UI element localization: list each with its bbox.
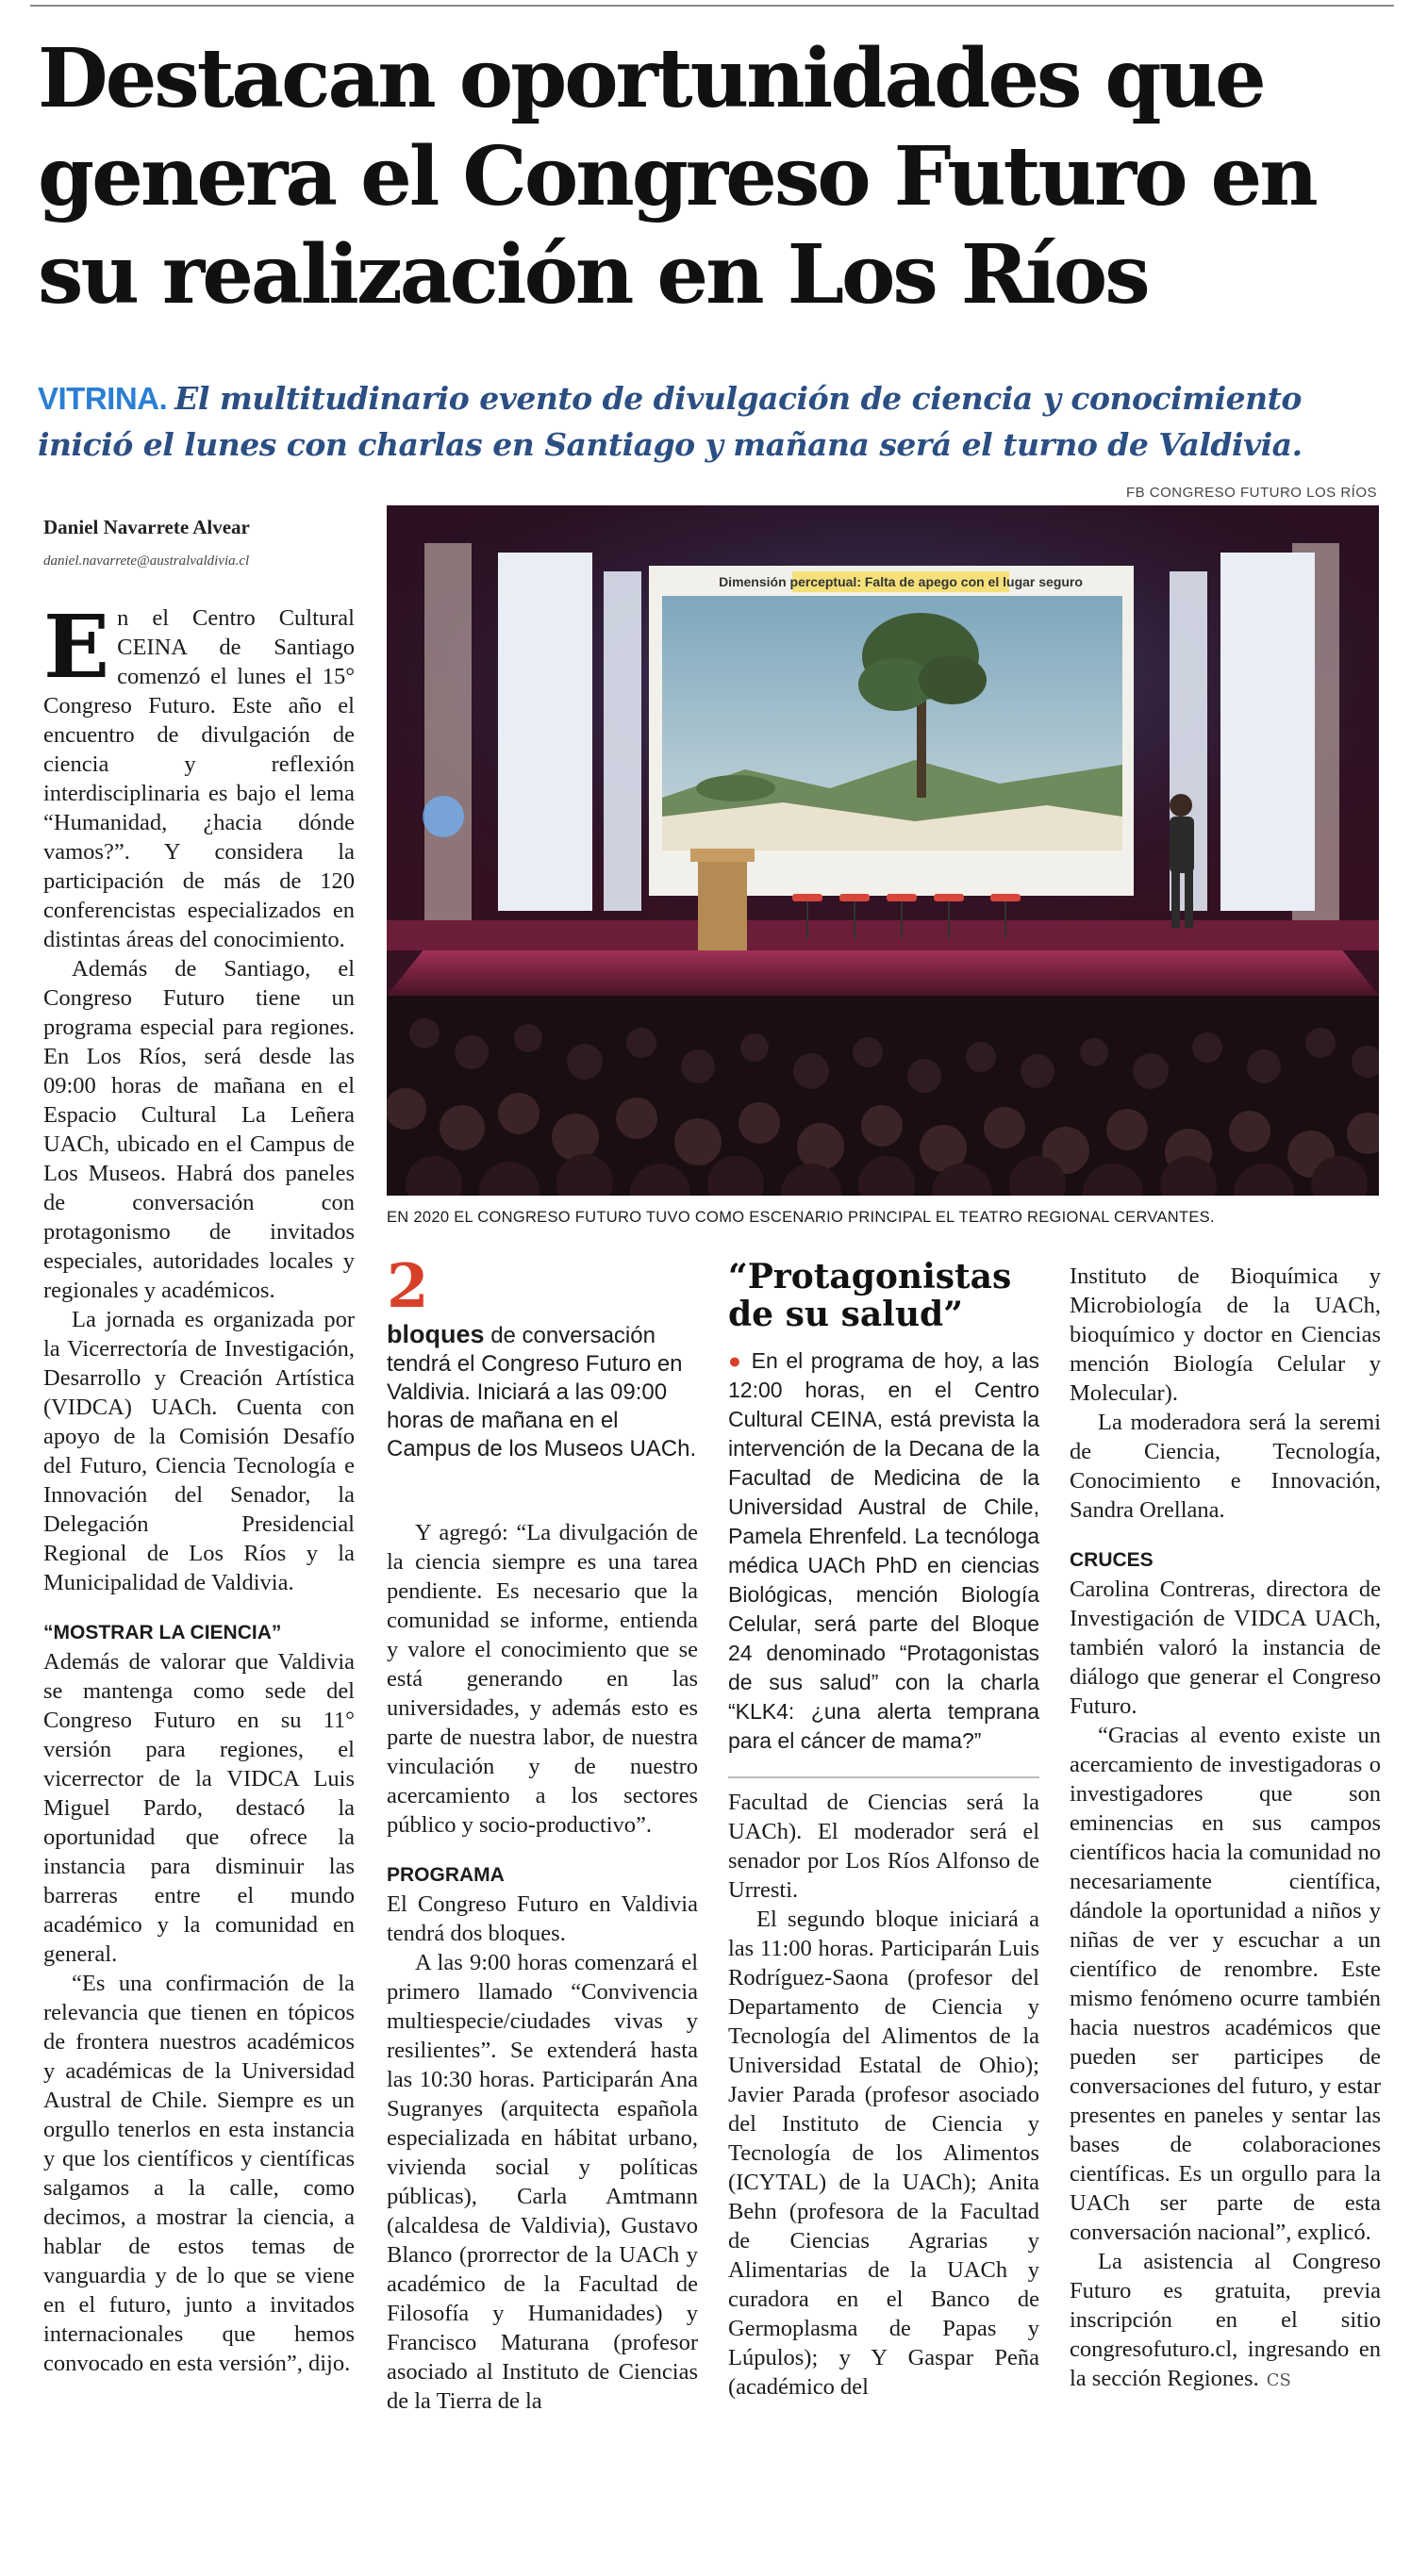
paragraph: A las 9:00 horas comenzará el primero llamado “Convivencia multiespecie/ciudades vivas y resilientes”. Se extenderá hasta las 10:30 horas. Participarán Ana Sugranyes (arquitecta española especializada en hábitat urbano, vivienda social y políticas públicas), Carla Amtmann (alcaldesa de Valdivia), Gustavo Blanco (prorrector de la UACh y académico de la Facultad de Filosofía y Humanidades) y Francisco Maturana (profesor asociado al Instituto de Ciencias de la Tierra de la [387,1950,698,2414]
slide-title: Dimensión perceptual: Falta de apego con el lugar seguro [719,574,1083,589]
bullet-icon: ● [728,1348,744,1373]
paragraph: Instituto de Bioquímica y Microbiología de la UACh, bioquímico y doctor en Ciencias mención Biología Celular y Molecular). [1070,1263,1381,1406]
right-panel [1220,553,1315,911]
lead-paragraph: En el Centro Cultural CEINA de Santiago comenzó el lunes el 15° Congreso Futuro. Este año el encuentro de divulgación de ciencia y reflexión interdisciplinaria es bajo el lema “Humanidad, ¿hacia dónde vamos?”. Y considera la participación de más de 120 conferencistas especializados en distintas áreas del conocimiento. [43,596,355,952]
deck-text: El multitudinario evento de divulgación de ciencia y conocimiento inició el lunes con charlas en Santiago y mañana será el turno de Valdivia. [38,380,1303,463]
lectern [698,856,747,950]
subhead-mostrar-la-ciencia: “MOSTRAR LA CIENCIA” [43,1622,282,1643]
sidebar-box-text: ● En el programa de hoy, a las 12:00 horas, en el Centro Cultural CEINA, está prevista la intervención de la Decana de la Facultad de Medicina de la Universidad Austral de Chile, Pamela Ehrenfeld. La tecnóloga médica UACh PhD en ciencias Biológicas, mención Biología Celular, será parte del Bloque 24 denominado “Protagonistas de sus salud” con la charla “KLK4: ¿una alerta temprana para el cáncer de mama?” [728,1348,1039,1753]
paragraph: El segundo bloque iniciará a las 11:00 horas. Participarán Luis Rodríguez-Saona (profesor del Departamento de Ciencia y Tecnología del Alimentos de la Universidad Estatal de Ohio); Javier Parada (profesor asociado del Instituto de Ciencia y Tecnología de los Alimentos (ICYTAL) de la UACh); Anita Behn (profesora de la Facultad de Ciencias Agrarias y Alimentarias de la UACh y curadora en el Banco de Germoplasma de Papas y Lúpulos); y Y Gaspar Peña (académico del [728,1907,1039,2400]
subhead-programa: PROGRAMA [387,1864,505,1886]
column-1 [43,596,355,2378]
paragraph: “Es una confirmación de la relevancia que tienen en tópicos de frontera nuestros académicos y académicas de la Universidad Austral de Chile. Siempre es un orgullo tenerlos en esta instancia y que los científicos y científicas salgamos a la calle, como decimos, a mostrar la ciencia, a hablar de estos temas de vanguardia y de lo que se viene en el futuro, junto a invitados internacionales que hemos convocado en esta versión”, dijo. [43,1971,355,2376]
paragraph: El Congreso Futuro en Valdivia tendrá dos bloques. [387,1891,698,1946]
photo-credit: FB CONGRESO FUTURO LOS RÍOS [1125,485,1377,501]
paragraph: Y agregó: “La divulgación de la ciencia siempre es una tarea pendiente. Es necesario que la comunidad se informe, entienda y valore el conocimiento que se está generando en las universidades, y además esto es parte de nuestra labor, de nuestra vinculación y de nuestro acercamiento a los sectores público y socio-productivo”. [387,1520,698,1838]
stage-floor [387,949,1379,996]
paragraph: La jornada es organizada por la Vicerrectoría de Investigación, Desarrollo y Creación Artística (VIDCA) UACh. Cuenta con apoyo de la Comisión Desafío del Futuro, Ciencia Tecnología e Innovación del Senador, la Delegación Presidencial Regional de Los Ríos y la Municipalidad de Valdivia. [43,1307,355,1595]
end-mark-icon: CS [1266,2370,1291,2390]
stage-photo [387,505,1379,1196]
deck [38,375,1377,468]
top-rule [30,5,1394,7]
column-2 [387,1251,698,2416]
paragraph: Además de Santiago, el Congreso Futuro tiene un programa especial para regiones. En Los Ríos, será desde las 09:00 horas de mañana en el Espacio Cultural La Leñera UACh, ubicado en el Campus de Los Museos. Habrá dos paneles de conversación con protagonismo de invitados especiales, autoridades locales y regionales y académicos. [43,956,355,1303]
paragraph: Además de valorar que Valdivia se mantenga como sede del Congreso Futuro en su 11° versión para regiones, el vicerrector de la VIDCA Luis Miguel Pardo, destacó la oportunidad que ofrece la instancia para disminuir las barreras entre el mundo académico y la comunidad en general. [43,1649,355,1967]
paragraph: La moderadora será la seremi de Ciencia, Tecnología, Conocimiento e Innovación, Sandra Orellana. [1070,1410,1381,1523]
drop-cap: E [43,596,110,698]
paragraph: La asistencia al Congreso Futuro es gratuita, previa inscripción en el sitio congresofuturo.cl, ingresando en la sección Regiones. CS [1070,2249,1381,2391]
byline-author: Daniel Navarrete Alvear [43,516,250,538]
big-number-caption: bloques de conversación tendrá el Congreso Futuro en Valdivia. Iniciará a las 09:00 horas de mañana en el Campus de los Museos UACh. [387,1320,697,1461]
deck-tag: VITRINA. [38,381,168,416]
sidebar-quote-title: “Protagonistas de su salud” [728,1257,1012,1334]
paragraph: Facultad de Ciencias será la UACh). El moderador será el senador por Los Ríos Alfonso de Urresti. [728,1790,1039,1903]
headline: Destacan oportunidades que genera el Congreso Futuro en su realización en Los Ríos [38,31,1316,322]
paragraph: Carolina Contreras, directora de Investigación de VIDCA UACh, también valoró la instancia de diálogo que generar el Congreso Futuro. [1070,1577,1381,1719]
column-3 [728,1258,1039,2402]
brain-logo-icon [423,796,464,837]
sidebar-divider [728,1776,1039,1778]
column-4 [1070,1262,1381,2395]
big-number: 2 [387,1251,429,1322]
left-panel [498,553,592,911]
paragraph: “Gracias al evento existe un acercamiento de investigadoras o investigadores que son eminencias en sus campos científicos hacia la comunidad no necesariamente científica, dándole la oportunidad a niños y niñas de ver y escuchar a un científico de renombre. Este mismo fenómeno ocurre también hacia nuestros académicos que pueden ser participes de conversaciones del futuro, y estar presentes en paneles y sentar las bases de colaboraciones científicas. Es un orgullo para la UACh ser parte de esta conversación nacional”, explicó. [1070,1723,1381,2245]
subhead-cruces: CRUCES [1070,1549,1154,1571]
byline-email: daniel.navarrete@australvaldivia.cl [43,553,250,569]
photo-caption: EN 2020 EL CONGRESO FUTURO TUVO COMO ESCENARIO PRINCIPAL EL TEATRO REGIONAL CERVANTES. [387,1209,1215,1226]
